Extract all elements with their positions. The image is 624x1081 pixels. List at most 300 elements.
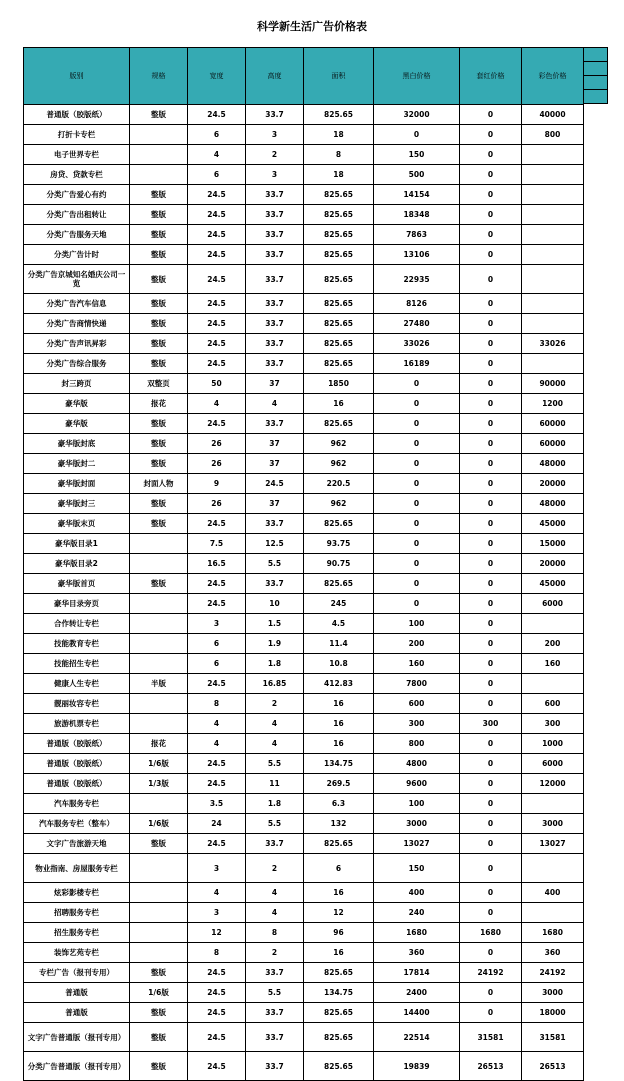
cell-color-price: 45000 [522,514,584,534]
table-row [24,714,584,734]
col-header-bw-price: 黑白价格 [374,48,460,105]
cell-color-price: 15000 [522,534,584,554]
cell-edition: 打折卡专栏 [24,125,130,145]
cell-color-price [522,165,584,185]
cell-edition: 分类广告出租转让 [24,205,130,225]
cell-spec: 整版 [130,574,188,594]
cell-edition: 分类广告声讯昇彩 [24,334,130,354]
cell-width: 12 [188,923,246,943]
cell-spec [130,634,188,654]
cell-spec: 半版 [130,674,188,694]
cell-area: 96 [304,923,374,943]
col-header-height: 高度 [246,48,304,105]
cell-color-price [522,354,584,374]
cell-area: 825.65 [304,334,374,354]
cell-width: 7.5 [188,534,246,554]
cell-edition: 豪华版末页 [24,514,130,534]
cell-width: 24.5 [188,514,246,534]
table-row [24,474,584,494]
cell-spec: 双整页 [130,374,188,394]
table-row [24,434,584,454]
cell-height: 33.7 [246,514,304,534]
table-row [24,225,584,245]
cell-height: 37 [246,374,304,394]
table-row [24,614,584,634]
cell-bw-price: 17814 [374,963,460,983]
cell-color-price [522,265,584,294]
table-row [24,734,584,754]
cell-edition: 汽车服务专栏 [24,794,130,814]
cell-edition: 分类广告计时 [24,245,130,265]
table-row [24,594,584,614]
cell-width: 4 [188,734,246,754]
cell-color-price: 60000 [522,434,584,454]
cell-width: 6 [188,125,246,145]
cell-spec [130,883,188,903]
cell-width: 9 [188,474,246,494]
table-row [24,265,584,294]
cell-red-price: 0 [460,674,522,694]
cell-spec: 报花 [130,734,188,754]
cell-red-price: 0 [460,454,522,474]
cell-height: 33.7 [246,314,304,334]
cell-height: 33.7 [246,834,304,854]
cell-spec [130,125,188,145]
cell-spec: 整版 [130,494,188,514]
cell-bw-price: 19839 [374,1052,460,1081]
table-row [24,245,584,265]
cell-spec: 整版 [130,185,188,205]
cell-spec: 报花 [130,394,188,414]
cell-height: 5.5 [246,983,304,1003]
cell-height: 33.7 [246,574,304,594]
cell-area: 825.65 [304,1003,374,1023]
side-cell [584,48,608,62]
cell-spec [130,145,188,165]
cell-area: 132 [304,814,374,834]
cell-height: 33.7 [246,1003,304,1023]
cell-width: 24.5 [188,834,246,854]
cell-red-price: 0 [460,903,522,923]
cell-red-price: 0 [460,165,522,185]
cell-color-price [522,225,584,245]
cell-bw-price: 7863 [374,225,460,245]
cell-bw-price: 33026 [374,334,460,354]
cell-spec: 整版 [130,205,188,225]
cell-height: 2 [246,694,304,714]
table-row [24,1023,584,1052]
cell-width: 4 [188,883,246,903]
cell-area: 825.65 [304,294,374,314]
cell-height: 1.5 [246,614,304,634]
cell-edition: 靓丽妆容专栏 [24,694,130,714]
cell-edition: 装饰艺苑专栏 [24,943,130,963]
cell-bw-price: 22514 [374,1023,460,1052]
cell-red-price: 0 [460,205,522,225]
cell-color-price: 45000 [522,574,584,594]
cell-color-price [522,294,584,314]
cell-color-price [522,614,584,634]
cell-edition: 分类广告服务天地 [24,225,130,245]
cell-color-price: 600 [522,694,584,714]
cell-red-price: 0 [460,294,522,314]
cell-color-price: 360 [522,943,584,963]
cell-spec [130,654,188,674]
cell-spec: 整版 [130,1003,188,1023]
cell-edition: 普通版（胶版纸） [24,734,130,754]
cell-spec: 整版 [130,225,188,245]
cell-bw-price: 150 [374,854,460,883]
cell-red-price: 26513 [460,1052,522,1081]
cell-red-price: 0 [460,943,522,963]
cell-bw-price: 100 [374,794,460,814]
cell-area: 90.75 [304,554,374,574]
cell-red-price: 300 [460,714,522,734]
cell-red-price: 0 [460,883,522,903]
cell-height: 33.7 [246,245,304,265]
table-row [24,963,584,983]
cell-edition: 豪华版目录1 [24,534,130,554]
cell-bw-price: 0 [374,594,460,614]
cell-color-price: 160 [522,654,584,674]
cell-color-price: 3000 [522,814,584,834]
cell-edition: 普通版（胶版纸） [24,774,130,794]
cell-height: 33.7 [246,1052,304,1081]
cell-height: 33.7 [246,105,304,125]
cell-area: 16 [304,714,374,734]
cell-color-price: 26513 [522,1052,584,1081]
cell-color-price: 1200 [522,394,584,414]
cell-bw-price: 32000 [374,105,460,125]
side-header-strip [583,47,608,104]
cell-area: 269.5 [304,774,374,794]
cell-color-price [522,145,584,165]
cell-area: 825.65 [304,314,374,334]
cell-edition: 豪华版目录2 [24,554,130,574]
cell-color-price: 90000 [522,374,584,394]
side-cell [584,62,608,76]
table-row [24,454,584,474]
cell-area: 16 [304,734,374,754]
cell-red-price: 0 [460,634,522,654]
cell-bw-price: 27480 [374,314,460,334]
cell-edition: 招生服务专栏 [24,923,130,943]
cell-red-price: 0 [460,514,522,534]
cell-area: 6.3 [304,794,374,814]
cell-edition: 封三跨页 [24,374,130,394]
cell-bw-price: 18348 [374,205,460,225]
cell-spec [130,714,188,734]
cell-bw-price: 0 [374,514,460,534]
table-row [24,534,584,554]
side-cell [584,90,608,104]
cell-width: 24.5 [188,354,246,374]
cell-area: 16 [304,883,374,903]
cell-bw-price: 22935 [374,265,460,294]
cell-edition: 专栏广告（报刊专用） [24,963,130,983]
table-row [24,943,584,963]
cell-height: 2 [246,145,304,165]
cell-spec [130,554,188,574]
cell-height: 33.7 [246,265,304,294]
table-row [24,674,584,694]
cell-edition: 豪华版 [24,414,130,434]
cell-height: 12.5 [246,534,304,554]
cell-color-price: 3000 [522,983,584,1003]
table-row [24,814,584,834]
cell-spec: 整版 [130,834,188,854]
cell-height: 33.7 [246,1023,304,1052]
table-row [24,634,584,654]
cell-area: 134.75 [304,983,374,1003]
cell-color-price: 1680 [522,923,584,943]
cell-edition: 文字广告普通版（报刊专用） [24,1023,130,1052]
cell-spec: 整版 [130,334,188,354]
cell-spec [130,854,188,883]
cell-red-price: 0 [460,185,522,205]
cell-edition: 豪华版封二 [24,454,130,474]
cell-edition: 分类广告爱心有约 [24,185,130,205]
table-row [24,1003,584,1023]
col-header-spec: 规格 [130,48,188,105]
cell-spec [130,614,188,634]
cell-width: 3 [188,614,246,634]
cell-height: 37 [246,454,304,474]
cell-spec: 整版 [130,963,188,983]
cell-red-price: 0 [460,145,522,165]
cell-color-price: 48000 [522,494,584,514]
table-row [24,1052,584,1081]
cell-width: 4 [188,145,246,165]
cell-edition: 文字广告旅游天地 [24,834,130,854]
cell-area: 825.65 [304,414,374,434]
cell-height: 33.7 [246,294,304,314]
cell-area: 220.5 [304,474,374,494]
table-row [24,514,584,534]
cell-width: 3 [188,854,246,883]
table-row [24,125,584,145]
table-row [24,883,584,903]
side-cell [584,76,608,90]
cell-height: 1.8 [246,654,304,674]
cell-red-price: 0 [460,225,522,245]
cell-area: 962 [304,434,374,454]
cell-bw-price: 0 [374,414,460,434]
cell-color-price: 20000 [522,554,584,574]
cell-width: 24.5 [188,205,246,225]
cell-red-price: 0 [460,554,522,574]
cell-area: 16 [304,694,374,714]
cell-area: 8 [304,145,374,165]
col-header-edition: 版别 [24,48,130,105]
cell-edition: 普通版（胶版纸） [24,754,130,774]
cell-color-price [522,903,584,923]
cell-red-price: 0 [460,614,522,634]
cell-bw-price: 500 [374,165,460,185]
cell-height: 33.7 [246,354,304,374]
cell-bw-price: 0 [374,574,460,594]
cell-edition: 房贷、贷款专栏 [24,165,130,185]
cell-height: 2 [246,943,304,963]
cell-color-price: 20000 [522,474,584,494]
cell-edition: 物业指南、房屋服务专栏 [24,854,130,883]
cell-edition: 分类广告汽车信息 [24,294,130,314]
cell-area: 6 [304,854,374,883]
cell-color-price: 33026 [522,334,584,354]
cell-spec [130,694,188,714]
cell-color-price: 24192 [522,963,584,983]
table-row [24,654,584,674]
cell-area: 825.65 [304,265,374,294]
cell-red-price: 0 [460,854,522,883]
cell-edition: 豪华版封面 [24,474,130,494]
cell-red-price: 0 [460,734,522,754]
cell-bw-price: 400 [374,883,460,903]
cell-area: 1850 [304,374,374,394]
cell-height: 33.7 [246,185,304,205]
cell-width: 3.5 [188,794,246,814]
cell-width: 4 [188,394,246,414]
cell-height: 11 [246,774,304,794]
table-row [24,334,584,354]
cell-red-price: 0 [460,354,522,374]
cell-bw-price: 100 [374,614,460,634]
cell-bw-price: 0 [374,534,460,554]
cell-bw-price: 360 [374,943,460,963]
cell-color-price: 1000 [522,734,584,754]
cell-spec: 整版 [130,514,188,534]
cell-area: 825.65 [304,185,374,205]
col-header-red-price: 套红价格 [460,48,522,105]
cell-width: 24.5 [188,983,246,1003]
cell-spec: 整版 [130,434,188,454]
cell-area: 825.65 [304,205,374,225]
cell-bw-price: 200 [374,634,460,654]
cell-color-price: 6000 [522,754,584,774]
table-row [24,205,584,225]
cell-height: 16.85 [246,674,304,694]
table-row [24,694,584,714]
cell-area: 16 [304,943,374,963]
cell-spec: 整版 [130,454,188,474]
table-row [24,834,584,854]
table-row [24,105,584,125]
cell-width: 24.5 [188,105,246,125]
cell-area: 10.8 [304,654,374,674]
cell-area: 825.65 [304,245,374,265]
cell-width: 24.5 [188,185,246,205]
cell-edition: 电子世界专栏 [24,145,130,165]
table-row [24,394,584,414]
price-table [23,47,584,1081]
cell-red-price: 0 [460,334,522,354]
table-row [24,554,584,574]
cell-width: 24.5 [188,294,246,314]
cell-bw-price: 0 [374,434,460,454]
cell-height: 33.7 [246,334,304,354]
cell-bw-price: 160 [374,654,460,674]
cell-red-price: 0 [460,314,522,334]
cell-bw-price: 600 [374,694,460,714]
cell-edition: 豪华目录旁页 [24,594,130,614]
cell-red-price: 0 [460,125,522,145]
cell-edition: 分类广告普通版（报刊专用） [24,1052,130,1081]
table-row [24,494,584,514]
cell-width: 24.5 [188,245,246,265]
cell-spec [130,903,188,923]
cell-color-price: 40000 [522,105,584,125]
cell-color-price: 300 [522,714,584,734]
cell-area: 245 [304,594,374,614]
cell-color-price [522,794,584,814]
cell-height: 5.5 [246,754,304,774]
cell-edition: 豪华版首页 [24,574,130,594]
cell-bw-price: 0 [374,494,460,514]
cell-spec [130,794,188,814]
cell-width: 6 [188,654,246,674]
cell-red-price: 24192 [460,963,522,983]
cell-red-price: 0 [460,374,522,394]
cell-area: 825.65 [304,225,374,245]
cell-spec: 整版 [130,354,188,374]
cell-edition: 普通版（胶版纸） [24,105,130,125]
cell-height: 5.5 [246,554,304,574]
cell-area: 825.65 [304,574,374,594]
cell-color-price: 48000 [522,454,584,474]
cell-width: 8 [188,943,246,963]
cell-width: 24.5 [188,334,246,354]
cell-height: 1.8 [246,794,304,814]
cell-red-price: 0 [460,245,522,265]
cell-red-price: 0 [460,754,522,774]
cell-height: 33.7 [246,414,304,434]
cell-width: 24.5 [188,574,246,594]
cell-width: 24.5 [188,594,246,614]
table-row [24,774,584,794]
cell-area: 825.65 [304,105,374,125]
cell-bw-price: 7800 [374,674,460,694]
cell-color-price: 31581 [522,1023,584,1052]
cell-width: 24.5 [188,314,246,334]
cell-spec: 整版 [130,414,188,434]
cell-red-price: 0 [460,654,522,674]
cell-height: 4 [246,714,304,734]
cell-height: 3 [246,165,304,185]
cell-bw-price: 3000 [374,814,460,834]
cell-edition: 招聘服务专栏 [24,903,130,923]
cell-height: 2 [246,854,304,883]
cell-area: 4.5 [304,614,374,634]
cell-edition: 普通版 [24,983,130,1003]
cell-red-price: 31581 [460,1023,522,1052]
cell-spec: 整版 [130,245,188,265]
cell-red-price: 0 [460,414,522,434]
table-row [24,314,584,334]
cell-height: 1.9 [246,634,304,654]
cell-height: 5.5 [246,814,304,834]
cell-color-price [522,185,584,205]
cell-color-price: 18000 [522,1003,584,1023]
table-row [24,414,584,434]
cell-bw-price: 0 [374,374,460,394]
cell-edition: 分类广告商情快递 [24,314,130,334]
cell-area: 825.65 [304,514,374,534]
cell-width: 24.5 [188,774,246,794]
cell-red-price: 0 [460,574,522,594]
cell-color-price [522,854,584,883]
cell-area: 11.4 [304,634,374,654]
cell-bw-price: 240 [374,903,460,923]
